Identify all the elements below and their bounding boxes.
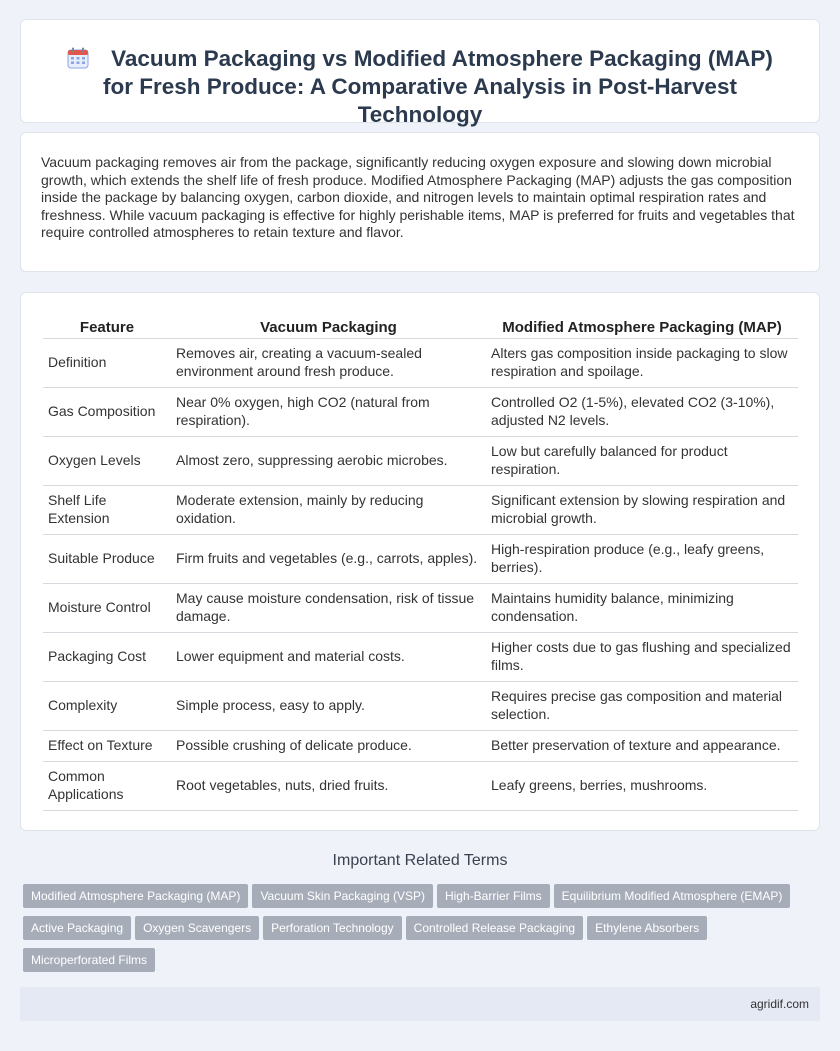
page-title	[51, 45, 789, 129]
row-vacuum: Almost zero, suppressing aerobic microbes.	[171, 436, 486, 485]
related-term-tag[interactable]: Equilibrium Modified Atmosphere (EMAP)	[554, 884, 791, 908]
footer-site[interactable]: agridif.com	[750, 997, 809, 1011]
row-vacuum: Moderate extension, mainly by reducing oxidation.	[171, 485, 486, 534]
row-map: Maintains humidity balance, minimizing condensation.	[486, 583, 798, 632]
row-feature: Packaging Cost	[43, 632, 171, 681]
related-term-tag[interactable]: Modified Atmosphere Packaging (MAP)	[23, 884, 248, 908]
row-map: Controlled O2 (1-5%), elevated CO2 (3-10%), adjusted N2 levels.	[486, 387, 798, 436]
related-terms-list	[23, 884, 823, 980]
header-vacuum: Vacuum Packaging	[171, 313, 486, 338]
row-map: Leafy greens, berries, mushrooms.	[486, 761, 798, 810]
row-vacuum: Lower equipment and material costs.	[171, 632, 486, 681]
row-feature: Oxygen Levels	[43, 436, 171, 485]
row-vacuum: Possible crushing of delicate produce.	[171, 730, 486, 761]
table-row	[43, 338, 798, 387]
table-row	[43, 387, 798, 436]
row-feature: Complexity	[43, 681, 171, 730]
table-row	[43, 681, 798, 730]
intro-card	[20, 132, 820, 272]
row-map: Better preservation of texture and appearance.	[486, 730, 798, 761]
table-row	[43, 534, 798, 583]
row-map: Alters gas composition inside packaging to slow respiration and spoilage.	[486, 338, 798, 387]
row-map: High-respiration produce (e.g., leafy greens, berries).	[486, 534, 798, 583]
related-term-tag[interactable]: Perforation Technology	[263, 916, 402, 940]
related-term-tag[interactable]: Microperforated Films	[23, 948, 155, 972]
row-feature: Common Applications	[43, 761, 171, 810]
title-card	[20, 19, 820, 127]
table-row	[43, 485, 798, 534]
page-title-text: Vacuum Packaging vs Modified Atmosphere Packaging (MAP) for Fresh Produce: A Comparative Analysis in Post-Harvest Technology	[103, 46, 773, 127]
related-term-tag[interactable]: Oxygen Scavengers	[135, 916, 259, 940]
related-term-tag[interactable]: Vacuum Skin Packaging (VSP)	[252, 884, 433, 908]
row-vacuum: Near 0% oxygen, high CO2 (natural from respiration).	[171, 387, 486, 436]
intro-paragraph: Vacuum packaging removes air from the package, significantly reducing oxygen exposure and slowing down microbial growth, which extends the shelf life of fresh produce. Modified Atmosphere Packaging (MAP) adjusts the gas composition inside the package by balancing oxygen, carbon dioxide, and nitrogen levels to maintain optimal respiration rates and freshness. While vacuum packaging is effective for highly perishable items, MAP is preferred for fruits and vegetables that require controlled atmospheres to retain texture and flavor.	[41, 154, 795, 241]
row-map: Significant extension by slowing respiration and microbial growth.	[486, 485, 798, 534]
table-row	[43, 761, 798, 810]
header-map: Modified Atmosphere Packaging (MAP)	[486, 313, 798, 338]
table-row	[43, 632, 798, 681]
header-feature: Feature	[43, 313, 171, 338]
row-feature: Suitable Produce	[43, 534, 171, 583]
row-map: Low but carefully balanced for product respiration.	[486, 436, 798, 485]
related-term-tag[interactable]: High-Barrier Films	[437, 884, 550, 908]
table-row	[43, 730, 798, 761]
related-term-tag[interactable]: Controlled Release Packaging	[406, 916, 583, 940]
row-feature: Effect on Texture	[43, 730, 171, 761]
row-vacuum: Firm fruits and vegetables (e.g., carrots, apples).	[171, 534, 486, 583]
row-map: Requires precise gas composition and material selection.	[486, 681, 798, 730]
row-feature: Gas Composition	[43, 387, 171, 436]
footer	[20, 987, 820, 1021]
related-terms-heading: Important Related Terms	[332, 852, 508, 869]
table-row	[43, 436, 798, 485]
row-feature: Moisture Control	[43, 583, 171, 632]
row-vacuum: Root vegetables, nuts, dried fruits.	[171, 761, 486, 810]
table-header-row	[43, 313, 798, 338]
row-vacuum: Removes air, creating a vacuum-sealed environment around fresh produce.	[171, 338, 486, 387]
row-feature: Definition	[43, 338, 171, 387]
row-vacuum: Simple process, easy to apply.	[171, 681, 486, 730]
comparison-table	[43, 313, 798, 811]
calendar-icon	[67, 47, 89, 69]
comparison-card	[20, 292, 820, 831]
row-vacuum: May cause moisture condensation, risk of tissue damage.	[171, 583, 486, 632]
related-term-tag[interactable]: Ethylene Absorbers	[587, 916, 707, 940]
row-map: Higher costs due to gas flushing and specialized films.	[486, 632, 798, 681]
row-feature: Shelf Life Extension	[43, 485, 171, 534]
related-term-tag[interactable]: Active Packaging	[23, 916, 131, 940]
table-row	[43, 583, 798, 632]
